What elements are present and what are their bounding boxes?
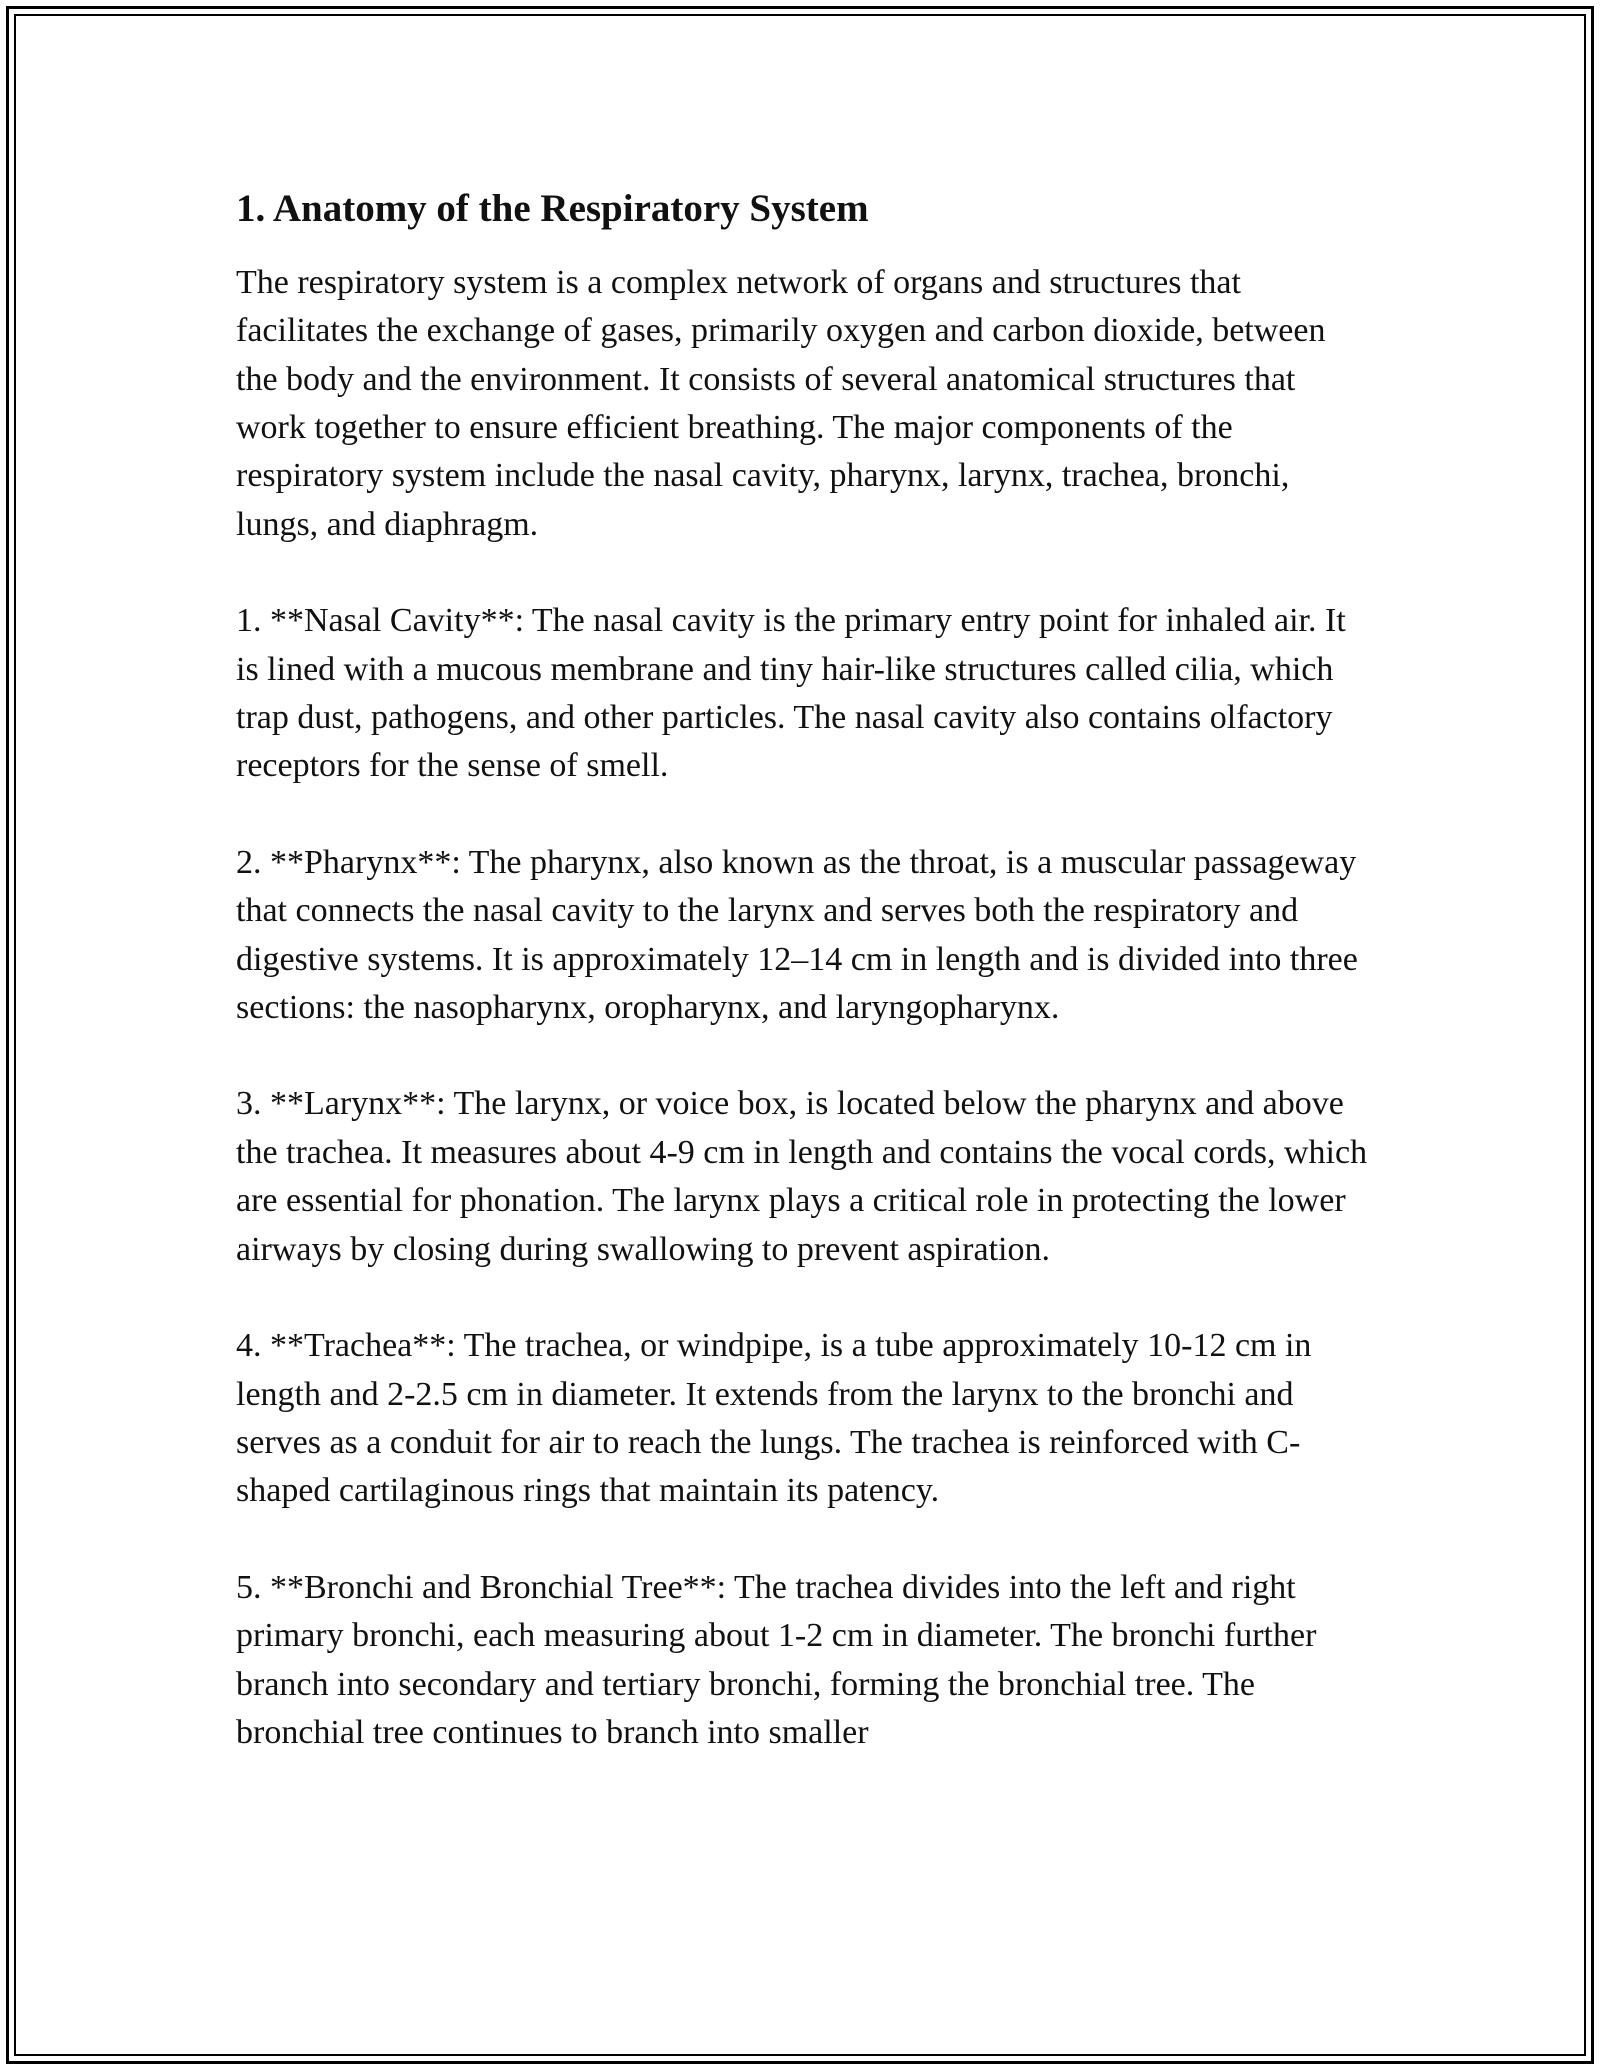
section-heading: 1. Anatomy of the Respiratory System <box>236 187 869 230</box>
paragraph-bronchi: 5. **Bronchi and Bronchial Tree**: The trachea divides into the left and right primary bronchi, each measuring about 1-2 cm in diameter. The bronchi further branch into secondary and tertiary bronchi, forming the bronchial tree. The bronchial tree continues to branch into smaller <box>236 1568 1317 1751</box>
paragraph-larynx: 3. **Larynx**: The larynx, or voice box, is located below the pharynx and above the trachea. It measures about 4-9 cm in length and contains the vocal cords, which are essential for phonation. The larynx plays a critical role in protecting the lower airways by closing during swallowing to prevent aspiration. <box>236 1085 1368 1268</box>
paragraph-nasal-cavity: 1. **Nasal Cavity**: The nasal cavity is the primary entry point for inhaled air. It is lined with a mucous membrane and tiny hair-like structures called cilia, which trap dust, pathogens, and other particles. The nasal cavity also contains olfactory receptors for the sense of smell. <box>236 602 1346 785</box>
document-body <box>236 186 1368 1757</box>
paragraph-pharynx: 2. **Pharynx**: The pharynx, also known as the throat, is a muscular passageway that connects the nasal cavity to the larynx and serves both the respiratory and digestive systems. It is approximately 12–14 cm in length and is divided into three sections: the nasopharynx, oropharynx, and laryngopharynx. <box>236 843 1358 1027</box>
paragraph-trachea: 4. **Trachea**: The trachea, or windpipe, is a tube approximately 10-12 cm in length and 2-2.5 cm in diameter. It extends from the larynx to the bronchi and serves as a conduit for air to reach the lungs. The trachea is reinforced with C-shaped cartilaginous rings that maintain its patency. <box>236 1327 1312 1510</box>
intro-paragraph: The respiratory system is a complex network of organs and structures that facilitates the exchange of gases, primarily oxygen and carbon dioxide, between the body and the environment. It consists of several anatomical structures that work together to ensure efficient breathing. The major components of the respiratory system include the nasal cavity, pharynx, larynx, trachea, bronchi, lungs, and diaphragm. <box>236 263 1326 543</box>
